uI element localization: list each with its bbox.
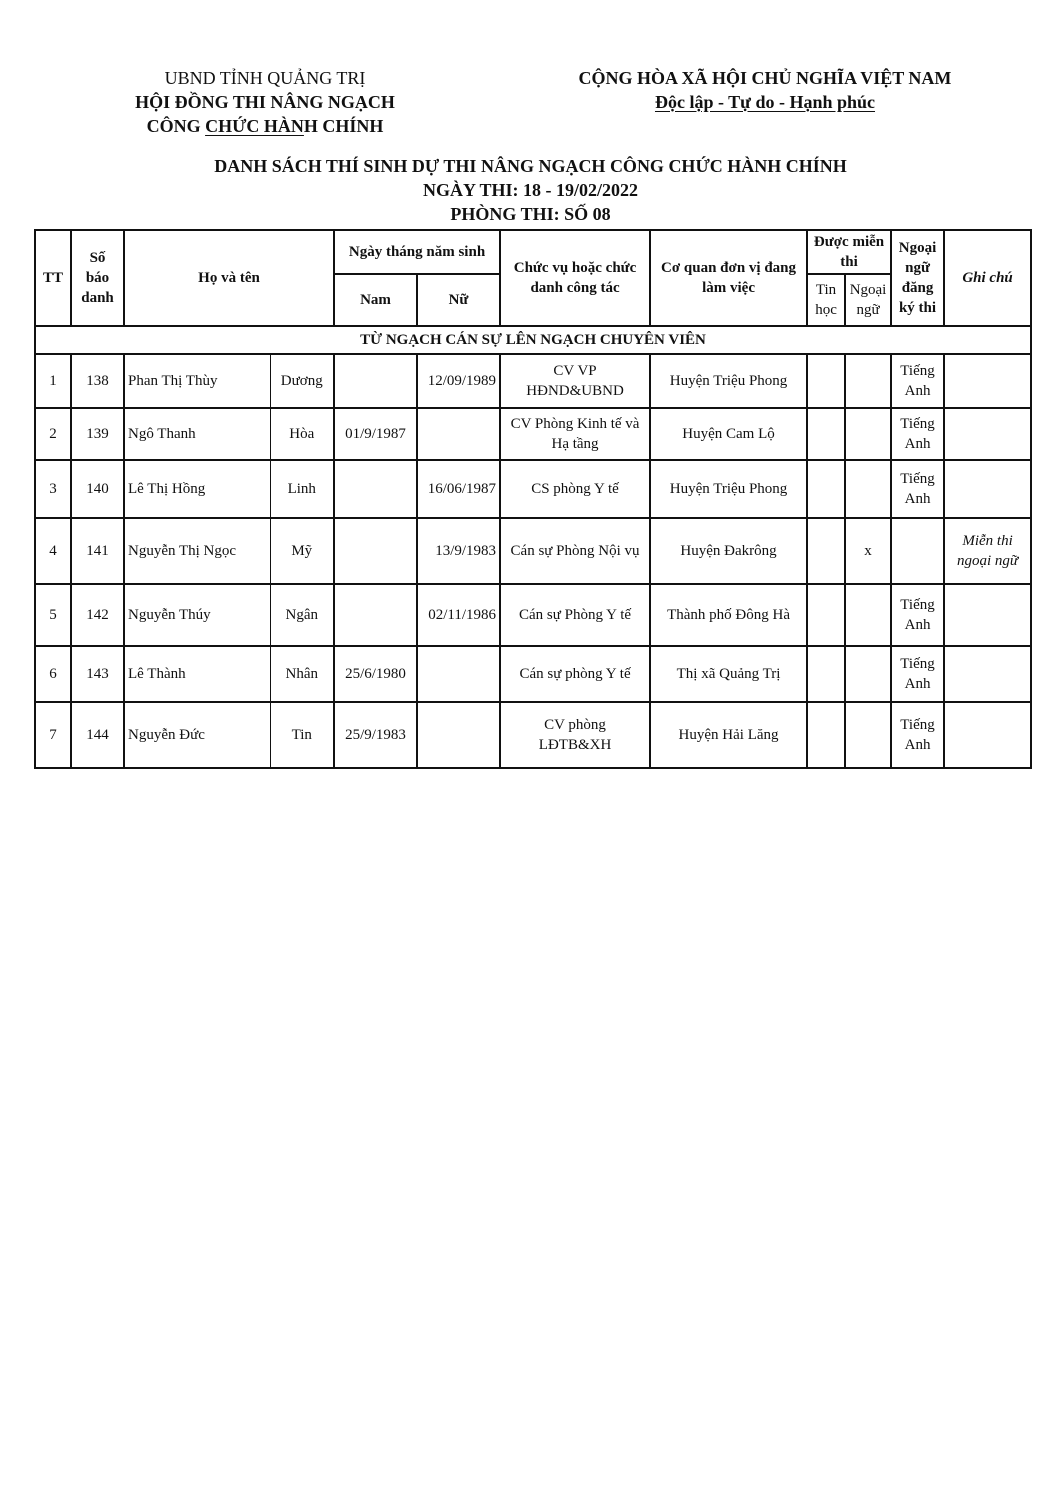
cell-tt: 7 [35, 702, 71, 768]
cell-given-name: Linh [270, 460, 334, 518]
cell-dob-male [334, 584, 417, 646]
cell-given-name: Tin [270, 702, 334, 768]
cell-position: CS phòng Y tế [500, 460, 650, 518]
cell-dob-female: 02/11/1986 [417, 584, 500, 646]
cell-given-name: Nhân [270, 646, 334, 702]
cell-exempt-it [807, 584, 845, 646]
table-body [35, 326, 1031, 768]
header-tt: TT [35, 230, 71, 326]
cell-surname: Lê Thị Hồng [124, 460, 270, 518]
cell-sbd: 142 [71, 584, 124, 646]
cell-sbd: 141 [71, 518, 124, 584]
table-row [35, 354, 1031, 408]
cell-given-name: Dương [270, 354, 334, 408]
header-name: Họ và tên [124, 230, 334, 326]
cell-surname: Ngô Thanh [124, 408, 270, 460]
cell-sbd: 144 [71, 702, 124, 768]
table-row [35, 584, 1031, 646]
issuer-line3-a: CÔNG [146, 116, 206, 136]
cell-exempt-lang [845, 702, 891, 768]
header-lang: Ngoại ngữ [845, 274, 891, 326]
header-position: Chức vụ hoặc chức danh công tác [500, 230, 650, 326]
cell-note [944, 408, 1031, 460]
cell-surname: Nguyễn Thúy [124, 584, 270, 646]
cell-agency: Huyện Cam Lộ [650, 408, 807, 460]
cell-lang-registered: Tiếng Anh [891, 460, 944, 518]
cell-dob-male [334, 460, 417, 518]
header-exempt: Được miễn thi [807, 230, 891, 274]
motto-text: Độc lập - Tự do - Hạnh phúc [654, 92, 876, 112]
section-row [35, 326, 1031, 354]
section-label: TỪ NGẠCH CÁN SỰ LÊN NGẠCH CHUYÊN VIÊN [35, 326, 1031, 354]
cell-sbd: 139 [71, 408, 124, 460]
cell-note [944, 646, 1031, 702]
cell-agency: Huyện Triệu Phong [650, 354, 807, 408]
national-motto-block [540, 66, 990, 114]
cell-given-name: Ngân [270, 584, 334, 646]
cell-position: CV Phòng Kinh tế và Hạ tầng [500, 408, 650, 460]
cell-dob-female [417, 646, 500, 702]
candidate-table [34, 229, 1032, 769]
cell-lang-registered: Tiếng Anh [891, 646, 944, 702]
cell-surname: Nguyễn Thị Ngọc [124, 518, 270, 584]
cell-dob-male [334, 354, 417, 408]
header-agency: Cơ quan đơn vị đang làm việc [650, 230, 807, 326]
country-name: CỘNG HÒA XÃ HỘI CHỦ NGHĨA VIỆT NAM [578, 68, 952, 88]
cell-surname: Lê Thành [124, 646, 270, 702]
document-title [0, 154, 1061, 226]
issuer-council-line3 [110, 114, 420, 138]
cell-exempt-lang [845, 408, 891, 460]
cell-dob-male: 01/9/1987 [334, 408, 417, 460]
table-row [35, 408, 1031, 460]
cell-position: CV phòng LĐTB&XH [500, 702, 650, 768]
cell-surname: Nguyễn Đức [124, 702, 270, 768]
header-lang-registered: Ngoại ngữ đăng ký thi [891, 230, 944, 326]
cell-note [944, 460, 1031, 518]
cell-dob-female: 12/09/1989 [417, 354, 500, 408]
cell-note [944, 702, 1031, 768]
table-row [35, 460, 1031, 518]
header-note: Ghi chú [944, 230, 1031, 326]
issuer-block [110, 66, 420, 138]
cell-surname: Phan Thị Thùy [124, 354, 270, 408]
header-dob: Ngày tháng năm sinh [334, 230, 500, 274]
cell-agency: Thành phố Đông Hà [650, 584, 807, 646]
cell-position: Cán sự phòng Y tế [500, 646, 650, 702]
cell-tt: 2 [35, 408, 71, 460]
cell-dob-male: 25/9/1983 [334, 702, 417, 768]
cell-note: Miễn thi ngoại ngữ [944, 518, 1031, 584]
cell-lang-registered: Tiếng Anh [891, 584, 944, 646]
table-row [35, 518, 1031, 584]
issuer-line3-underlined: CHỨC HÀN [205, 116, 304, 136]
table-row [35, 702, 1031, 768]
cell-exempt-it [807, 460, 845, 518]
cell-lang-registered [891, 518, 944, 584]
cell-exempt-lang: x [845, 518, 891, 584]
cell-agency: Huyện Đakrông [650, 518, 807, 584]
title-line-3: PHÒNG THI: SỐ 08 [450, 204, 611, 224]
cell-given-name: Mỹ [270, 518, 334, 584]
cell-sbd: 143 [71, 646, 124, 702]
title-line-1: DANH SÁCH THÍ SINH DỰ THI NÂNG NGẠCH CÔNG CHỨC HÀNH CHÍNH [214, 156, 847, 176]
cell-exempt-it [807, 702, 845, 768]
cell-tt: 4 [35, 518, 71, 584]
cell-lang-registered: Tiếng Anh [891, 702, 944, 768]
cell-given-name: Hòa [270, 408, 334, 460]
cell-tt: 6 [35, 646, 71, 702]
cell-note [944, 584, 1031, 646]
issuer-province: UBND TỈNH QUẢNG TRỊ [164, 68, 366, 88]
cell-position: Cán sự Phòng Nội vụ [500, 518, 650, 584]
cell-dob-female: 13/9/1983 [417, 518, 500, 584]
header-female: Nữ [417, 274, 500, 326]
table-row [35, 646, 1031, 702]
cell-dob-male: 25/6/1980 [334, 646, 417, 702]
header-it: Tin học [807, 274, 845, 326]
header-sbd: Số báo danh [71, 230, 124, 326]
cell-exempt-it [807, 646, 845, 702]
cell-lang-registered: Tiếng Anh [891, 354, 944, 408]
cell-tt: 5 [35, 584, 71, 646]
cell-exempt-it [807, 518, 845, 584]
cell-position: CV VP HĐND&UBND [500, 354, 650, 408]
issuer-line3-c: H CHÍNH [303, 116, 384, 136]
cell-dob-female: 16/06/1987 [417, 460, 500, 518]
cell-tt: 3 [35, 460, 71, 518]
cell-position: Cán sự Phòng Y tế [500, 584, 650, 646]
cell-dob-female [417, 408, 500, 460]
cell-exempt-lang [845, 460, 891, 518]
title-line-2: NGÀY THI: 18 - 19/02/2022 [422, 180, 638, 200]
cell-exempt-it [807, 408, 845, 460]
motto [540, 90, 990, 114]
cell-tt: 1 [35, 354, 71, 408]
cell-note [944, 354, 1031, 408]
cell-dob-male [334, 518, 417, 584]
cell-dob-female [417, 702, 500, 768]
cell-exempt-it [807, 354, 845, 408]
issuer-council: HỘI ĐỒNG THI NÂNG NGẠCH [135, 92, 395, 112]
cell-agency: Huyện Hải Lăng [650, 702, 807, 768]
cell-exempt-lang [845, 354, 891, 408]
header-male: Nam [334, 274, 417, 326]
cell-sbd: 138 [71, 354, 124, 408]
cell-exempt-lang [845, 646, 891, 702]
cell-exempt-lang [845, 584, 891, 646]
cell-agency: Huyện Triệu Phong [650, 460, 807, 518]
cell-lang-registered: Tiếng Anh [891, 408, 944, 460]
table-header [35, 230, 1031, 326]
cell-agency: Thị xã Quảng Trị [650, 646, 807, 702]
cell-sbd: 140 [71, 460, 124, 518]
